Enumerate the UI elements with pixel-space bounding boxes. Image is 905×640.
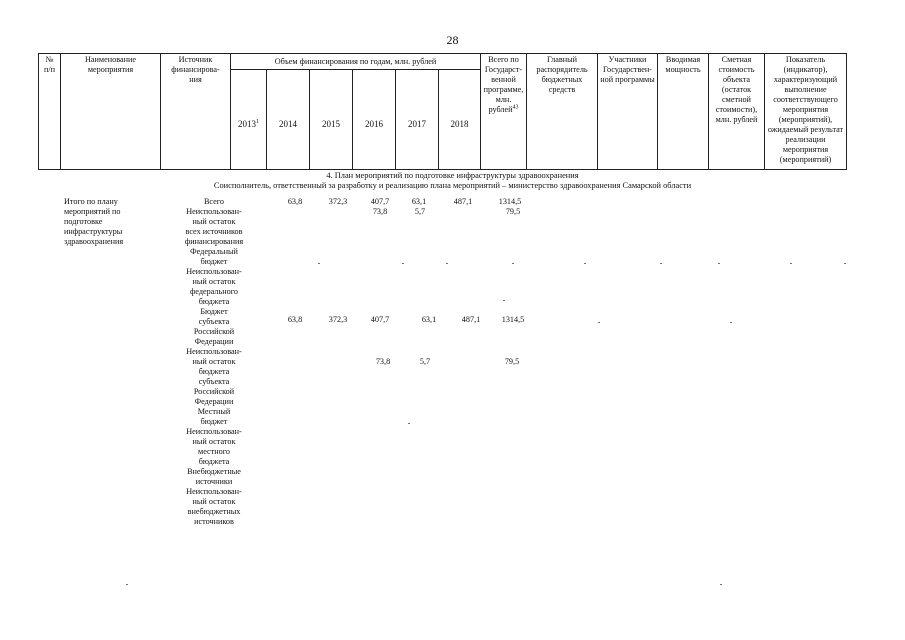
scan-speck bbox=[730, 322, 732, 323]
scan-speck bbox=[790, 263, 792, 264]
header-cost: Сметная стоимость объекта (остаток сметной стоимости), млн. рублей bbox=[709, 54, 765, 170]
source-list bbox=[160, 197, 268, 527]
header-capacity: Вводимая мощность bbox=[658, 54, 709, 170]
header-total: Всего по Государст- венной программе, млн. рублей$^{43}$ bbox=[481, 54, 527, 170]
unused-all-2016: 73,8 bbox=[372, 207, 388, 216]
header-manager: Главный распорядитель бюджетных средств bbox=[527, 54, 598, 170]
source-unused-all: Неиспользован- ный остаток всех источников финансирования bbox=[184, 207, 244, 246]
year-2014: 2014 bbox=[267, 70, 310, 170]
scan-speck bbox=[660, 263, 662, 264]
source-federal: Федеральный бюджет bbox=[190, 247, 238, 266]
section-subtitle: Соисполнитель, ответственный за разработку и реализацию плана мероприятий – министерство здравоохранения Самарской области bbox=[213, 181, 692, 190]
page-number: 28 bbox=[446, 33, 459, 47]
header-participants: Участники Государствен- ной программы bbox=[598, 54, 658, 170]
year-2015: 2015 bbox=[310, 70, 353, 170]
unused-all-2017: 5,7 bbox=[414, 207, 426, 216]
scan-speck bbox=[598, 322, 600, 323]
source-offbudget: Внебюджетные источники bbox=[187, 467, 241, 486]
source-unused-local: Неиспользован- ный остаток местного бюджета bbox=[186, 427, 242, 466]
scan-speck bbox=[126, 584, 128, 585]
header-source: Источник финансирова- ния bbox=[161, 54, 231, 170]
total-2017: 63,1 bbox=[411, 197, 427, 206]
scan-speck bbox=[402, 263, 404, 264]
unused-all-all: 79,5 bbox=[505, 207, 521, 216]
source-unused-regional: Неиспользован- ный остаток бюджета субъекта Российской Федерации bbox=[186, 347, 242, 406]
regional-all: 1314,5 bbox=[501, 315, 525, 324]
header-volume: Объем финансирования по годам, млн. рублей bbox=[231, 54, 481, 70]
year-2018: 2018 bbox=[439, 70, 481, 170]
scan-speck bbox=[844, 263, 846, 264]
source-total: Всего bbox=[203, 197, 225, 206]
regional-2014: 63,8 bbox=[287, 315, 303, 324]
header-num: № п/п bbox=[39, 54, 61, 170]
scan-speck bbox=[503, 300, 505, 301]
year-2013: 2013$^1$ bbox=[231, 70, 267, 170]
source-regional: Бюджет субъекта Российской Федерации bbox=[193, 307, 235, 346]
scan-speck bbox=[718, 263, 720, 264]
header-name: Наименование мероприятия bbox=[61, 54, 161, 170]
unused-regional-2016: 73,8 bbox=[375, 357, 391, 366]
unused-regional-2017: 5,7 bbox=[419, 357, 431, 366]
source-unused-offbudget: Неиспользован- ный остаток внебюджетных источников bbox=[186, 487, 242, 526]
scan-speck bbox=[720, 584, 722, 585]
total-2015: 372,3 bbox=[328, 197, 348, 206]
scan-speck bbox=[584, 263, 586, 264]
scan-speck bbox=[512, 263, 514, 264]
regional-2016: 407,7 bbox=[370, 315, 390, 324]
source-local: Местный бюджет bbox=[197, 407, 231, 426]
header-indicator: Показатель (индикатор), характеризующий выполнение соответствующего мероприятия (мероприятий), ожидаемый результат реализации мероприятия (мероприятий) bbox=[765, 54, 847, 170]
total-all: 1314,5 bbox=[498, 197, 522, 206]
scan-speck bbox=[408, 423, 410, 424]
total-2018: 487,1 bbox=[453, 197, 473, 206]
total-2016: 407,7 bbox=[370, 197, 390, 206]
unused-regional-all: 79,5 bbox=[504, 357, 520, 366]
year-2017: 2017 bbox=[396, 70, 439, 170]
regional-2015: 372,3 bbox=[328, 315, 348, 324]
total-2014: 63,8 bbox=[287, 197, 303, 206]
regional-2018: 487,1 bbox=[461, 315, 481, 324]
header-table bbox=[38, 53, 847, 170]
scan-speck bbox=[318, 263, 320, 264]
year-2016: 2016 bbox=[353, 70, 396, 170]
section-title: 4. План мероприятий по подготовке инфраструктуры здравоохранения bbox=[326, 171, 579, 180]
scan-speck bbox=[446, 263, 448, 264]
source-unused-federal: Неиспользован- ный остаток федерального бюджета bbox=[186, 267, 242, 306]
plan-name: Итого по плану мероприятий по подготовке инфраструктуры здравоохранения bbox=[64, 197, 124, 246]
regional-2017: 63,1 bbox=[421, 315, 437, 324]
